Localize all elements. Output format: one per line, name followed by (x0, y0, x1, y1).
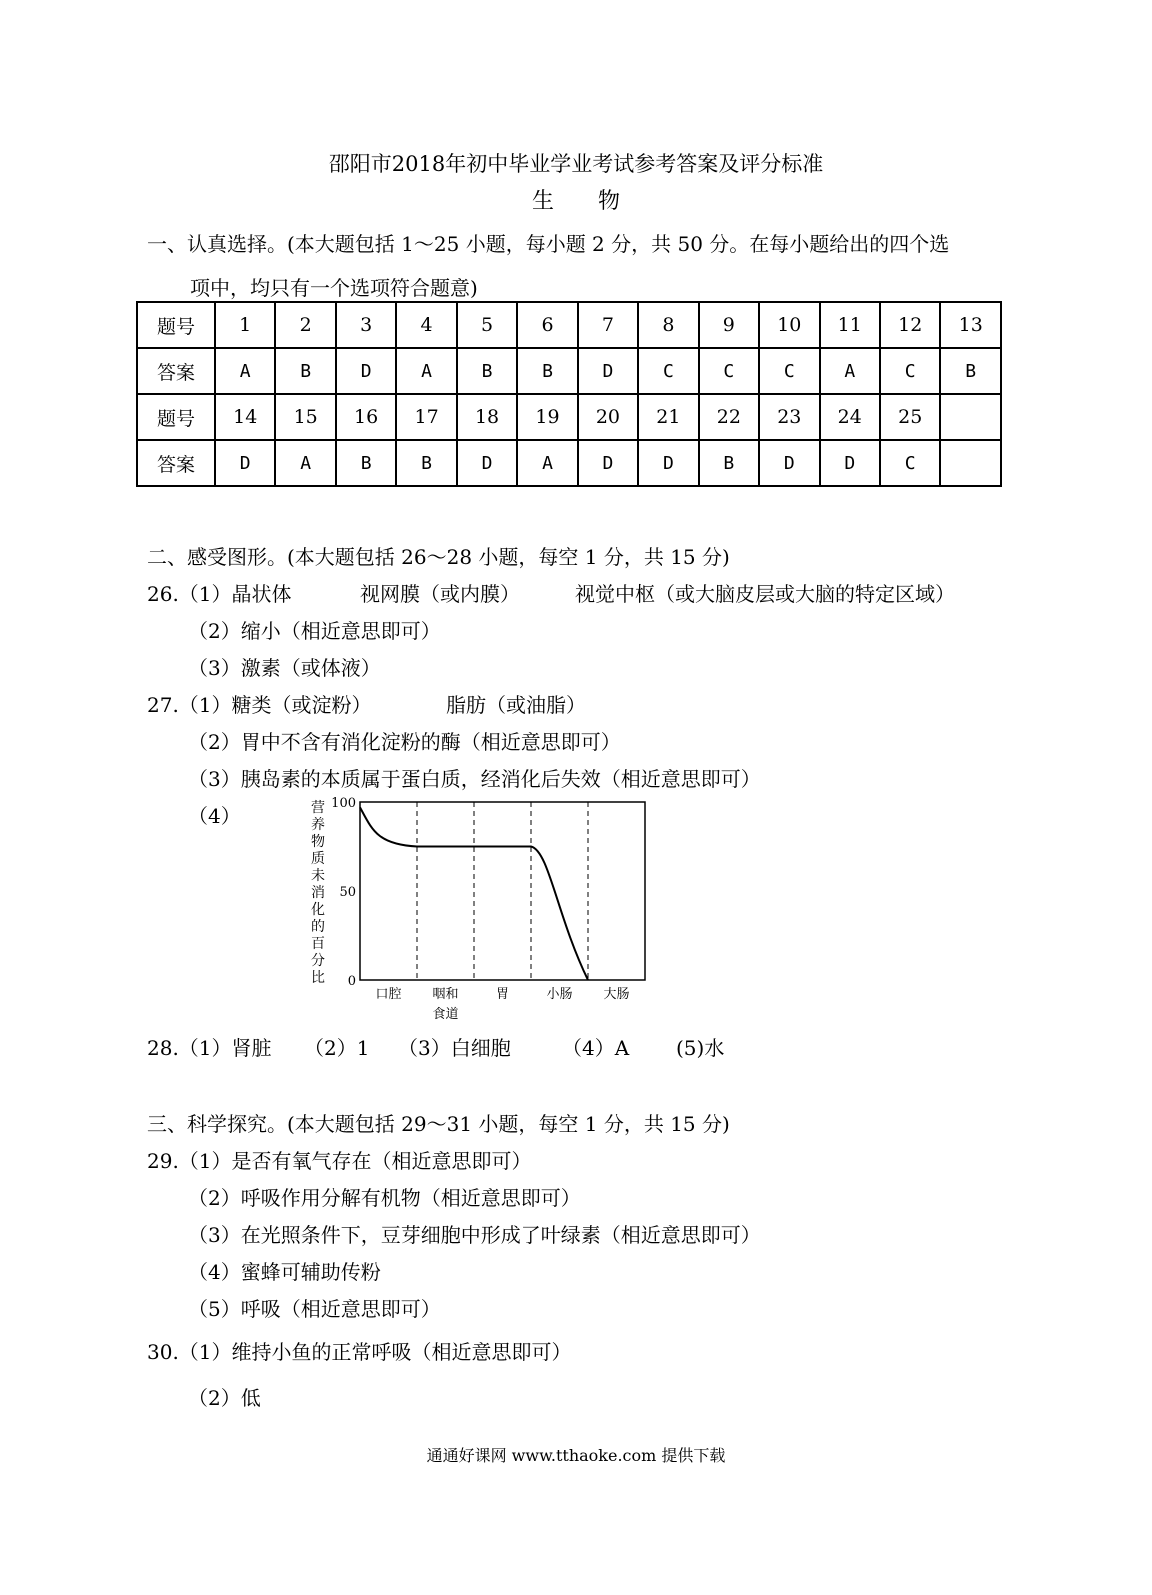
answer-cell: A (396, 348, 456, 394)
table-row (137, 394, 1001, 440)
chart-ylabel (311, 799, 325, 986)
chart-frame (360, 802, 645, 980)
number-cell (940, 394, 1001, 440)
q29-1: 29.（1）是否有氧气存在（相近意思即可） (147, 1149, 532, 1173)
number-cell: 16 (336, 394, 396, 440)
answer-cell: D (578, 348, 638, 394)
y-axis-label-char: 养 (311, 817, 325, 833)
y-axis-label-char: 分 (311, 953, 325, 969)
answer-cell: B (275, 348, 335, 394)
q30-1: 30.（1）维持小鱼的正常呼吸（相近意思即可） (147, 1340, 572, 1364)
number-cell: 19 (517, 394, 577, 440)
number-cell: 25 (880, 394, 940, 440)
chart-yticks (331, 796, 356, 989)
q27-3: （3）胰岛素的本质属于蛋白质，经消化后失效（相近意思即可） (188, 767, 761, 791)
number-cell: 15 (275, 394, 335, 440)
number-cell: 4 (396, 302, 456, 348)
answer-cell: D (457, 440, 517, 486)
q28-4: （4）A (562, 1036, 630, 1060)
y-axis-label-char: 营 (311, 800, 325, 816)
number-cell: 7 (578, 302, 638, 348)
number-cell: 8 (638, 302, 698, 348)
q26-1c: 视觉中枢（或大脑皮层或大脑的特定区域） (575, 582, 955, 606)
x-category-label: 咽和 (432, 987, 459, 1002)
q27-1a: 27.（1）糖类（或淀粉） (147, 693, 372, 717)
q28-5: (5)水 (676, 1036, 725, 1060)
x-category-label: 小肠 (546, 987, 573, 1002)
y-axis-label-char: 未 (311, 868, 325, 884)
document-title: 邵阳市2018年初中毕业学业考试参考答案及评分标准 (328, 152, 824, 176)
answer-cell: D (336, 348, 396, 394)
number-cell: 11 (820, 302, 880, 348)
answer-cell: C (759, 348, 819, 394)
y-axis-label-char: 质 (311, 851, 325, 867)
answer-cell: D (820, 440, 880, 486)
y-axis-label-char: 物 (311, 834, 325, 850)
y-tick-label: 50 (339, 885, 356, 900)
answer-cell: B (940, 348, 1001, 394)
answer-cell: D (215, 440, 275, 486)
section1-heading-line1: 一、认真选择。(本大题包括 1～25 小题，每小题 2 分，共 50 分。在每小题给出的四个选 (147, 232, 950, 256)
table-row (137, 440, 1001, 486)
q29-4: （4）蜜蜂可辅助传粉 (188, 1260, 381, 1284)
y-axis-label-char: 化 (311, 902, 325, 918)
answer-cell: A (820, 348, 880, 394)
answer-cell: B (396, 440, 456, 486)
q26-1b: 视网膜（或内膜） (360, 582, 520, 606)
subject-title: 生 物 (531, 189, 620, 214)
answer-cell: D (759, 440, 819, 486)
table-row-label: 答案 (137, 348, 215, 394)
q27-2: （2）胃中不含有消化淀粉的酶（相近意思即可） (188, 730, 621, 754)
q28-1: 28.（1）肾脏 (147, 1036, 272, 1060)
number-cell: 13 (940, 302, 1001, 348)
number-cell: 2 (275, 302, 335, 348)
q28-3: （3）白细胞 (398, 1036, 511, 1060)
answer-cell: C (699, 348, 759, 394)
x-category-label: 口腔 (375, 987, 402, 1002)
section1-heading-line2: 项中，均只有一个选项符合题意) (190, 276, 478, 300)
number-cell: 18 (457, 394, 517, 440)
y-tick-label: 0 (347, 974, 356, 989)
number-cell: 21 (638, 394, 698, 440)
q29-2: （2）呼吸作用分解有机物（相近意思即可） (188, 1186, 581, 1210)
y-axis-label-char: 比 (311, 970, 325, 986)
answer-cell: D (578, 440, 638, 486)
digestion-chart (300, 788, 660, 1028)
number-cell: 24 (820, 394, 880, 440)
answer-cell: B (457, 348, 517, 394)
chart-grid (417, 802, 588, 980)
table-row-label: 答案 (137, 440, 215, 486)
q29-3: （3）在光照条件下，豆芽细胞中形成了叶绿素（相近意思即可） (188, 1223, 761, 1247)
x-category-label: 大肠 (603, 987, 630, 1002)
answer-cell: B (336, 440, 396, 486)
number-cell: 22 (699, 394, 759, 440)
number-cell: 9 (699, 302, 759, 348)
answer-cell: C (880, 348, 940, 394)
answer-cell (940, 440, 1001, 486)
footer-source: 通通好课网 www.tthaoke.com 提供下载 (426, 1446, 726, 1465)
answer-cell: C (638, 348, 698, 394)
answer-table (136, 301, 1002, 487)
y-tick-label: 100 (331, 796, 356, 811)
table-row (137, 302, 1001, 348)
y-axis-label-char: 百 (311, 936, 325, 952)
number-cell: 12 (880, 302, 940, 348)
x-category-label: 食道 (432, 1007, 459, 1022)
number-cell: 10 (759, 302, 819, 348)
answer-cell: A (275, 440, 335, 486)
y-axis-label-char: 消 (311, 885, 325, 901)
q26-2: （2）缩小（相近意思即可） (188, 619, 441, 643)
chart-axes (360, 802, 645, 980)
table-row-label: 题号 (137, 394, 215, 440)
number-cell: 20 (578, 394, 638, 440)
answer-cell: D (638, 440, 698, 486)
q27-4: （4） (188, 804, 241, 828)
answer-cell: B (699, 440, 759, 486)
x-category-label: 胃 (495, 987, 510, 1002)
answer-cell: A (517, 440, 577, 486)
number-cell: 5 (457, 302, 517, 348)
number-cell: 14 (215, 394, 275, 440)
number-cell: 3 (336, 302, 396, 348)
q26-1a: 26.（1）晶状体 (147, 582, 292, 606)
q29-5: （5）呼吸（相近意思即可） (188, 1297, 441, 1321)
answer-cell: A (215, 348, 275, 394)
number-cell: 17 (396, 394, 456, 440)
section3-heading: 三、科学探究。(本大题包括 29～31 小题，每空 1 分，共 15 分) (147, 1112, 730, 1136)
q28-2: （2）1 (304, 1036, 370, 1060)
number-cell: 6 (517, 302, 577, 348)
answer-cell: C (880, 440, 940, 486)
answer-cell: B (517, 348, 577, 394)
q30-2: （2）低 (188, 1386, 261, 1410)
table-row-label: 题号 (137, 302, 215, 348)
number-cell: 23 (759, 394, 819, 440)
y-axis-label-char: 的 (311, 919, 325, 935)
q27-1b: 脂肪（或油脂） (446, 693, 586, 717)
table-row (137, 348, 1001, 394)
section2-heading: 二、感受图形。(本大题包括 26～28 小题，每空 1 分，共 15 分) (147, 545, 730, 569)
chart-xlabels (375, 986, 629, 1022)
q26-3: （3）激素（或体液） (188, 656, 381, 680)
number-cell: 1 (215, 302, 275, 348)
